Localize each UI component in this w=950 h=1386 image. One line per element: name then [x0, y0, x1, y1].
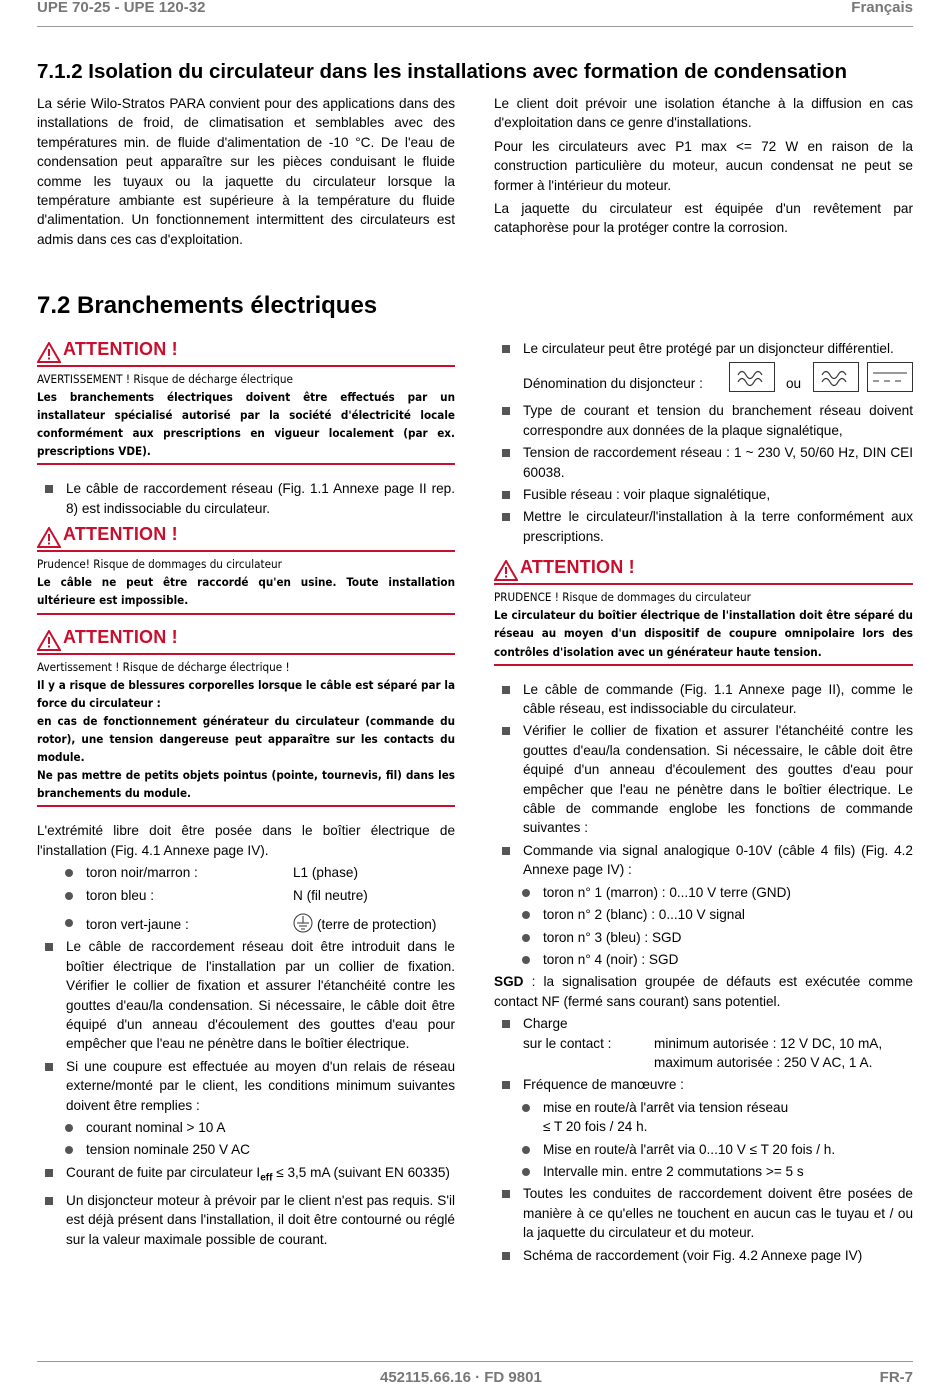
section-7-1-2-title: 7.1.2 Isolation du circulateur dans les installations avec formation de condensation: [37, 60, 847, 83]
list-item: Tension de raccordement réseau : 1 ~ 230 V, 50/60 Hz, DIN CEI 60038.: [494, 443, 913, 482]
paragraph: SGD : la signalisation groupée de défauts est exécutée comme contact NF (fermé sans courant) sans potentiel.: [494, 974, 913, 1009]
paragraph: Pour les circulateurs avec P1 max <= 72 W en raison de la construction particulière du moteur, aucun condensat ne peut se former à l'intérieur du moteur.: [494, 138, 913, 193]
list-item: toron n° 1 (marron) : 0...10 V terre (GND): [494, 883, 913, 902]
warning-box: [494, 559, 913, 665]
list-item: Fusible réseau : voir plaque signalétique,: [494, 485, 913, 504]
list-item: Si une coupure est effectuée au moyen d'un relais de réseau externe/monté par le client, les conditions minimum suivantes doivent être remplies :: [37, 1057, 455, 1115]
list-item: Type de courant et tension du branchement réseau doivent correspondre aux données de la plaque signalétique,: [494, 401, 913, 440]
list-item: Mettre le circulateur/l'installation à la terre conformément aux prescriptions.: [494, 507, 913, 546]
warning-subtitle: PRUDENCE ! Risque de dommages du circulateur: [494, 590, 751, 605]
warning-triangle-icon: [37, 630, 61, 651]
section-7-2-right: [494, 339, 913, 1268]
list-item: Le câble de commande (Fig. 1.1 Annexe page II), comme le câble réseau, est indissociable du circulateur.: [494, 680, 913, 719]
wire-item: toron bleu : N (fil neutre): [37, 886, 455, 905]
section-7-1-2-left: [37, 94, 455, 249]
warning-text: Le circulateur du boîtier électrique de l'installation doit être séparé du réseau au moyen d'un dispositif de coupure omnipolaire lors des contrôles d'isolation avec un générateur haute tension.: [494, 608, 913, 659]
list-item: Le câble de raccordement réseau (Fig. 1.1 Annexe page II rep. 8) est indissociable du circulateur.: [37, 479, 455, 518]
warning-title: [37, 526, 455, 552]
warning-title: [494, 559, 913, 585]
warning-subtitle: Prudence! Risque de dommages du circulateur: [37, 557, 282, 572]
list-item: Vérifier le collier de fixation et assurer l'étanchéité contre les gouttes d'eau/la condensation. Si nécessaire, le câble doit être équipé d'un anneau d'écoulement des gouttes d'eau pour empêcher que l'eau ne pénètre dans le boîtier électrique. Le câble de commande englobe les fonctions de commande suivantes :: [494, 721, 913, 837]
warning-body: [37, 658, 455, 803]
warning-subtitle: AVERTISSEMENT ! Risque de décharge électrique: [37, 372, 293, 386]
list-item: Intervalle min. entre 2 commutations >= 5 s: [494, 1162, 913, 1181]
warning-label: ATTENTION !: [63, 626, 178, 647]
section-7-2-title: 7.2 Branchements électriques: [37, 292, 378, 319]
rcd-type-b-icon: [867, 362, 913, 392]
header-model: UPE 70-25 - UPE 120-32: [37, 0, 206, 16]
warning-triangle-icon: [494, 560, 518, 581]
warning-label: ATTENTION !: [63, 524, 178, 545]
warning-body: [494, 588, 913, 660]
warning-body: [37, 370, 455, 460]
warning-text: Le câble ne peut être raccordé qu'en usine. Toute installation ultérieure est impossible.: [37, 575, 455, 608]
rcd-type-a-icon: [813, 362, 859, 392]
list-item: tension nominale 250 V AC: [37, 1140, 455, 1159]
page-header: [37, 0, 913, 27]
list-item: mise en route/à l'arrêt via tension réseau ≤ T 20 fois / 24 h.: [494, 1098, 913, 1137]
document-number: 452115.66.16 · FD 9801: [380, 1369, 542, 1386]
list-item: Toutes les conduites de raccordement doivent être posées de manière à ce qu'elles ne touchent en aucun cas le tuyau et / ou la jaquette du circulateur et du moteur.: [494, 1184, 913, 1242]
section-7-1-2-right: [494, 94, 913, 242]
page-footer: [37, 1361, 913, 1386]
section-7-2-left: [37, 341, 455, 1252]
list-item: Courant de fuite par circulateur $I_{eff} \le 3,5$ mA (suivant EN 60335): [37, 1163, 455, 1188]
list-item: courant nominal > 10 A: [37, 1118, 455, 1137]
warning-text: en cas de fonctionnement générateur du circulateur (commande du rotor), une tension dangereuse peut apparaître sur les contacts du module.: [37, 713, 455, 765]
rcd-type-a-icon: [729, 362, 775, 392]
warning-box: [37, 341, 455, 465]
header-language: Français: [851, 0, 913, 16]
warning-box: [37, 526, 455, 614]
warning-subtitle: Avertissement ! Risque de décharge électrique !: [37, 659, 290, 674]
page-number: FR-7: [879, 1369, 913, 1386]
warning-title: [37, 626, 455, 655]
list-item: Un disjoncteur moteur à prévoir par le client n'est pas requis. S'il est déjà présent dans l'installation, il doit être contourné ou réglé sur la valeur maximale possible de courant.: [37, 1191, 455, 1249]
list-item: Le circulateur peut être protégé par un disjoncteur différentiel. Dénomination du disjoncteur : ou: [494, 339, 913, 398]
list-item: Schéma de raccordement (voir Fig. 4.2 Annexe page IV): [494, 1246, 913, 1265]
list-item: Charge sur le contact : minimum autorisée : 12 V DC, 10 mA, maximum autorisée : 250 V AC, 1 A.: [494, 1014, 913, 1072]
warning-label: ATTENTION !: [520, 557, 635, 578]
list-item: Commande via signal analogique 0-10V (câble 4 fils) (Fig. 4.2 Annexe page IV) :: [494, 841, 913, 880]
warning-triangle-icon: [37, 342, 61, 363]
paragraph: La série Wilo-Stratos PARA convient pour des applications dans des installations de froid, de climatisation et semblables avec des températures min. de fluide d'alimentation de -10 °C. De l'eau de condensation peut apparaître sur les pièces conduisant le fluide comme les tuyaux ou la jaquette du circulateur lorsque la température ambiante est supérieure à la température du fluide d'alimentation. Un fonctionnement intermittent des circulateurs est admis dans ces cas d'exploitation.: [37, 96, 455, 247]
list-item: toron n° 3 (bleu) : SGD: [494, 928, 913, 947]
wire-item: toron noir/marron : L1 (phase): [37, 863, 455, 882]
warning-label: ATTENTION !: [63, 339, 178, 359]
paragraph: Le client doit prévoir une isolation étanche à la diffusion en cas d'exploitation dans ce genre d'installations.: [494, 96, 913, 131]
wire-item: toron vert-jaune : (terre de protection): [37, 913, 455, 934]
list-item: Fréquence de manœuvre :: [494, 1075, 913, 1094]
list-item: Le câble de raccordement réseau doit être introduit dans le boîtier électrique de l'installation par un collier de fixation. Vérifier le collier de fixation et assurer l'étanchéité contre les gouttes d'eau/la condensation. Si nécessaire, le câble doit être équipé d'un anneau d'écoulement des gouttes d'eau pour empêcher que l'eau ne pénètre dans le boîtier électrique.: [37, 937, 455, 1053]
list-item: toron n° 2 (blanc) : 0...10 V signal: [494, 905, 913, 924]
warning-triangle-icon: [37, 527, 61, 548]
warning-text: Ne pas mettre de petits objets pointus (pointe, tournevis, fil) dans les branchements du module.: [37, 768, 455, 801]
ground-icon: [293, 913, 313, 933]
warning-title: [37, 341, 455, 367]
paragraph: La jaquette du circulateur est équipée d'un revêtement par cataphorèse pour la protéger contre la corrosion.: [494, 201, 913, 236]
paragraph: L'extrémité libre doit être posée dans le boîtier électrique de l'installation (Fig. 4.1 Annexe page IV).: [37, 823, 455, 858]
warning-text: Il y a risque de blessures corporelles lorsque le câble est séparé par la force du circulateur :: [37, 677, 455, 710]
warning-text: Les branchements électriques doivent être effectués par un installateur spécialisé autorisé par la société d'électricité locale conformément aux prescriptions en vigueur localement (par ex. prescriptions VDE).: [37, 390, 455, 459]
list-item: toron n° 4 (noir) : SGD: [494, 950, 913, 969]
warning-box: [37, 626, 455, 808]
warning-body: [37, 555, 455, 609]
list-item: Mise en route/à l'arrêt via 0...10 V ≤ T 20 fois / h.: [494, 1140, 913, 1159]
